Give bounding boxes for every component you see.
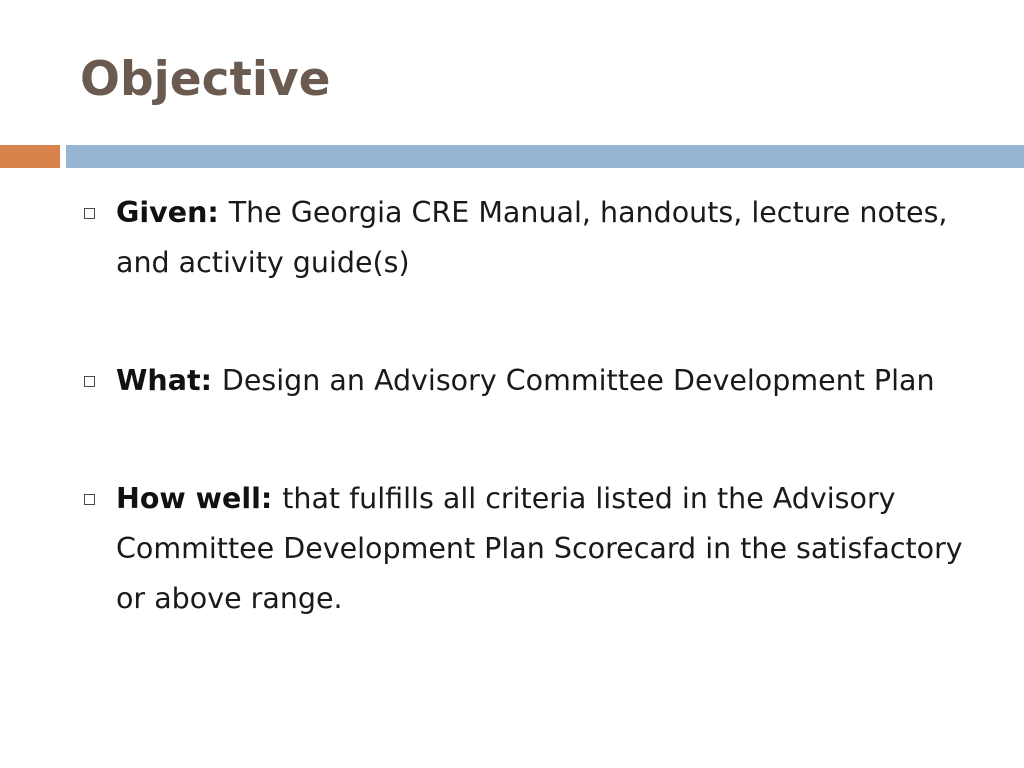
square-bullet-icon [84,208,95,219]
bullet-text: that fulfills all criteria listed in the Advisory Committee Development Plan Scorecard in the satisfactory or above range. [116,482,963,615]
bullet-list [82,188,982,624]
square-bullet-icon [84,494,95,505]
bullet-lead: How well: [116,482,283,515]
bullet-how-well [82,474,982,624]
slide-title: Objective [80,52,331,107]
bullet-text: Design an Advisory Committee Development Plan [221,364,935,397]
title-rule-bar [66,145,1024,168]
bullet-lead: Given: [116,196,229,229]
bullet-text: The Georgia CRE Manual, handouts, lecture notes, and activity guide(s) [116,196,948,279]
bullet-lead: What: [116,364,222,397]
square-bullet-icon [84,376,95,387]
title-rule-accent [0,145,60,168]
bullet-given [82,188,982,288]
bullet-what [82,356,982,406]
